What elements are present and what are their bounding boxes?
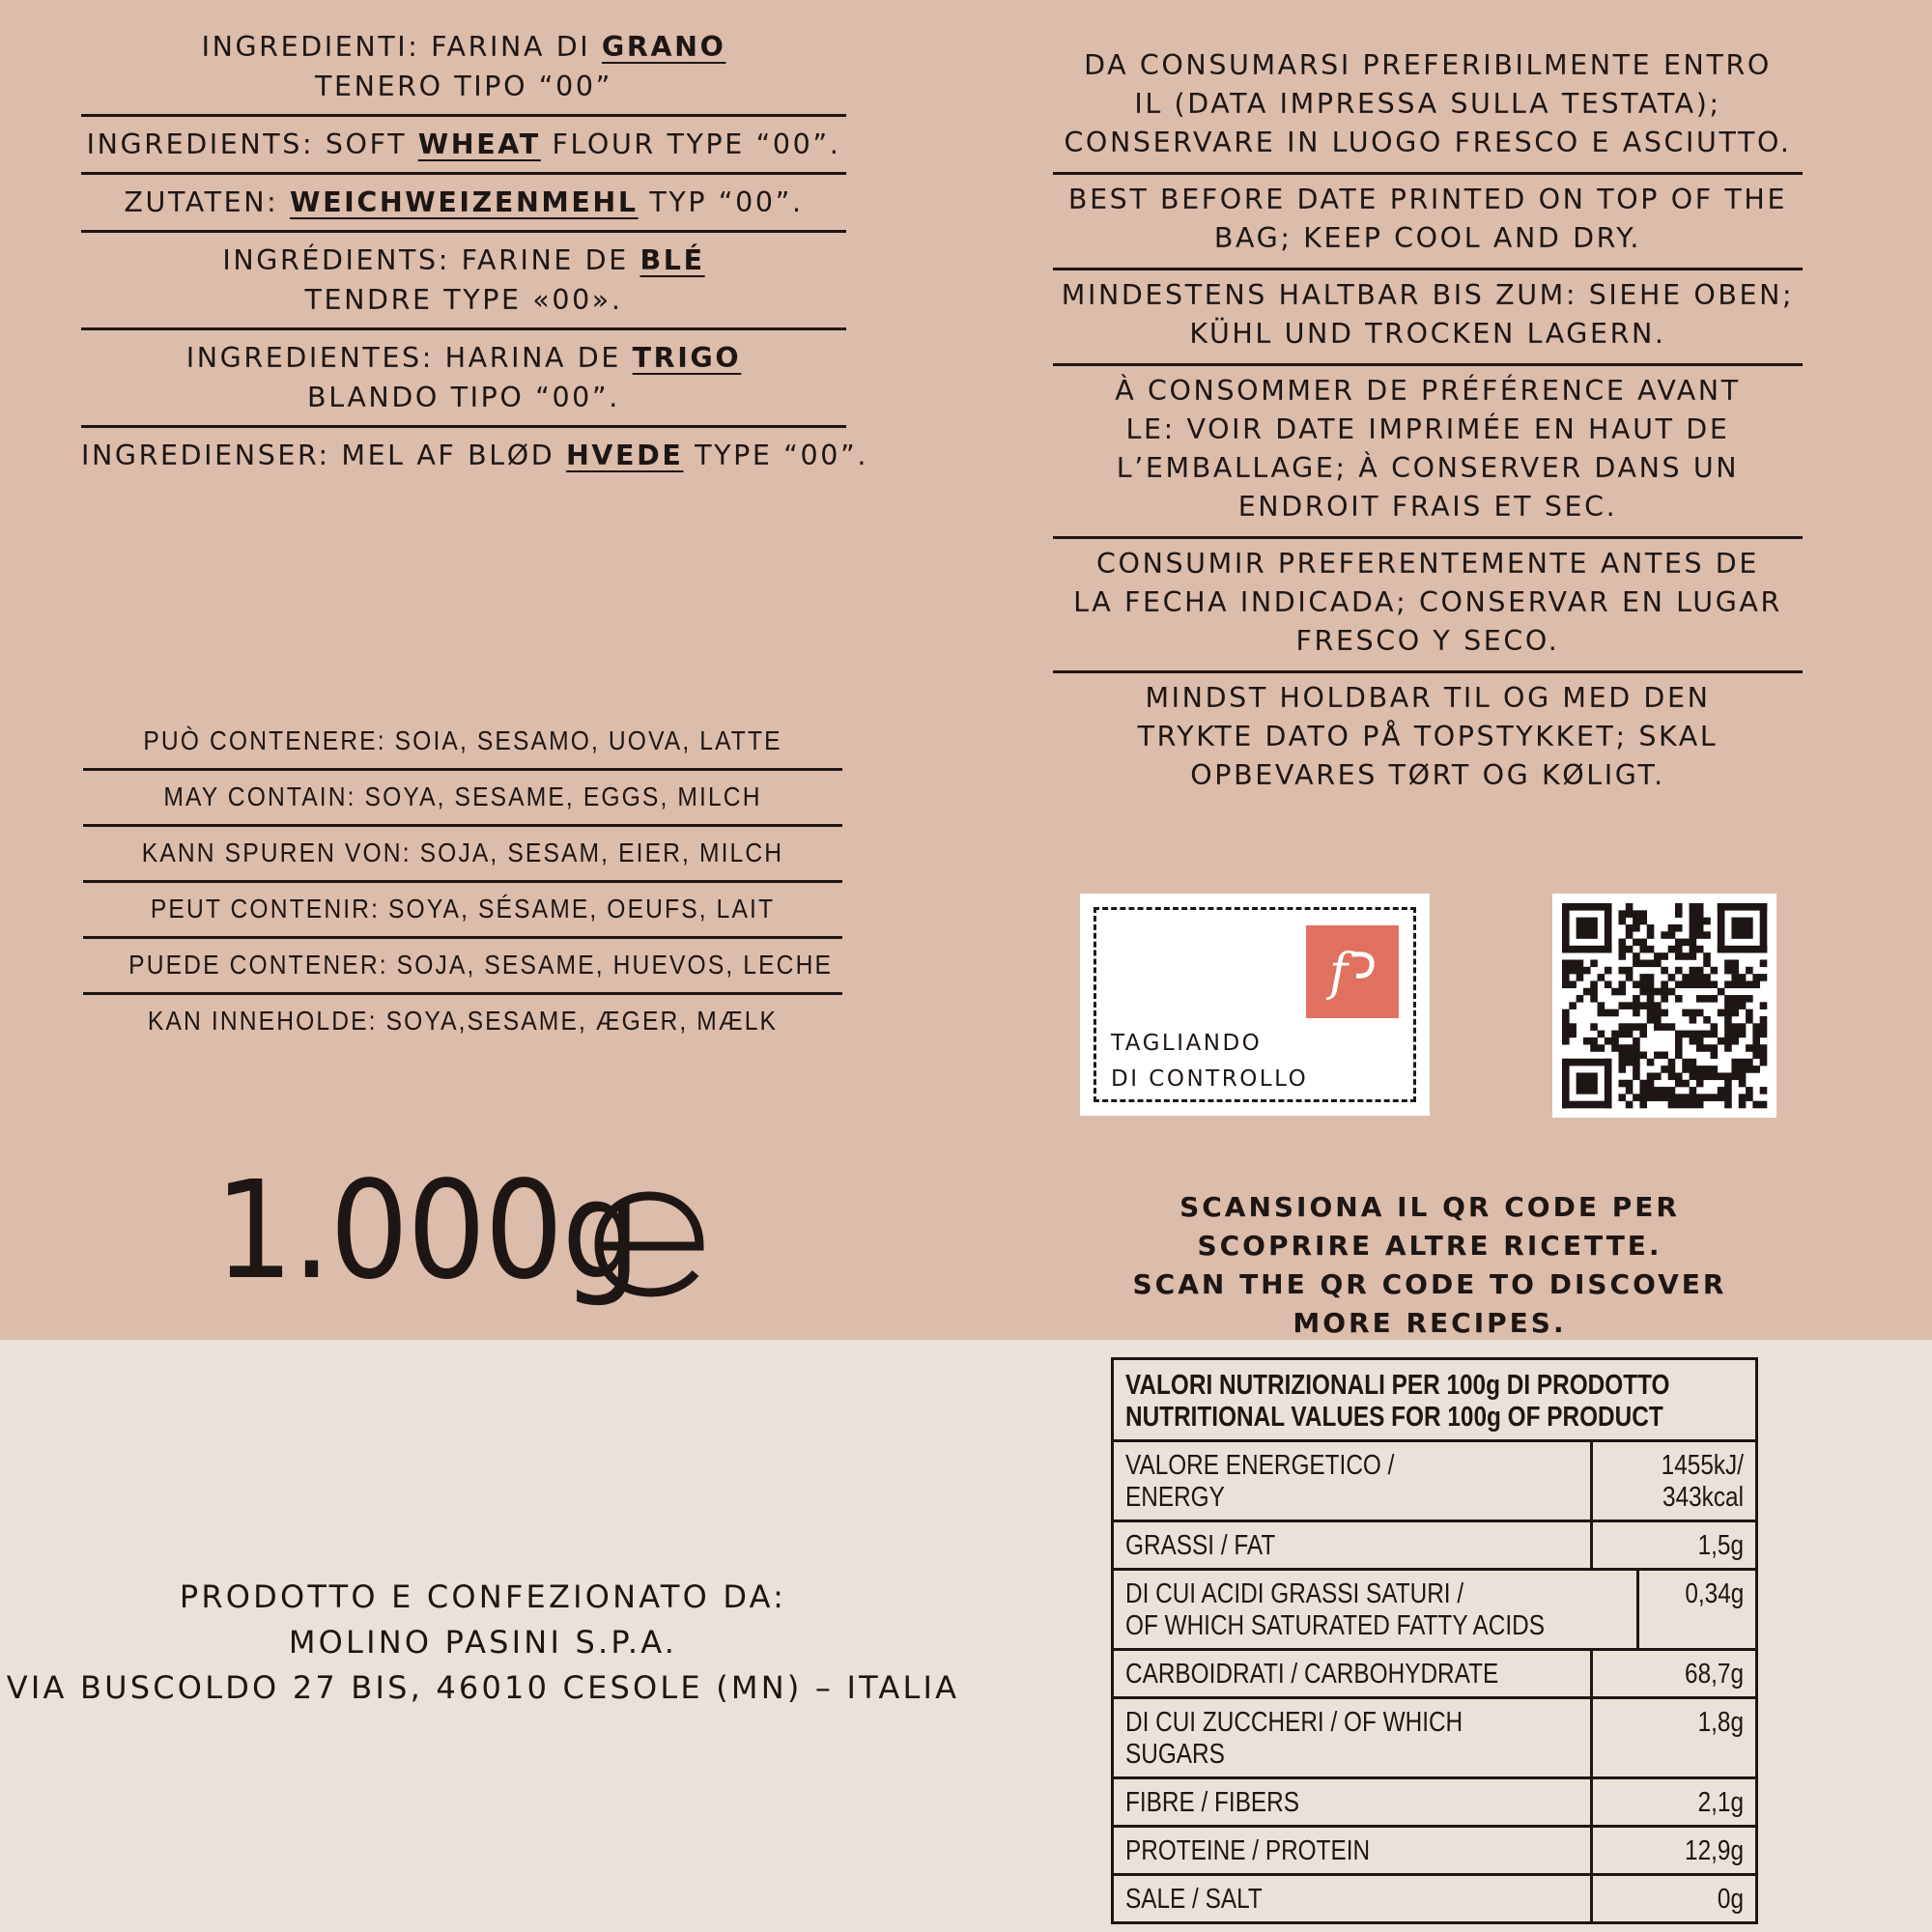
ingredient-text: TYP “00”. (638, 186, 804, 218)
scan-line: SCAN THE QR CODE TO DISCOVER (1132, 1268, 1727, 1300)
nutrition-table-header (1114, 1360, 1755, 1442)
nutrition-label-line: SALE / SALT (1125, 1884, 1263, 1915)
ingredient-allergen: WEICHWEIZENMEHL (290, 186, 639, 218)
nutrition-label-line: SUGARS (1125, 1739, 1225, 1770)
nutrition-header-line: NUTRITIONAL VALUES FOR 100g OF PRODUCT (1125, 1402, 1663, 1433)
ingredient-text: TYPE “00”. (683, 440, 869, 471)
ingredient-line (81, 183, 846, 222)
best-before-line: IL (DATA IMPRESSA SULLA TESTATA); (1134, 88, 1721, 120)
ingredient-text: INGREDIENTES: HARINA DE (185, 342, 633, 374)
nutrition-label-line: FIBRE / FIBERS (1125, 1787, 1300, 1818)
ingredient-line (81, 338, 846, 378)
allergen-text: PUEDE CONTENER: SOJA, SESAME, HUEVOS, LECHE (128, 950, 834, 980)
ingredient-text: INGREDIENSER: MEL AF BLØD (81, 440, 566, 471)
allergen-text: MAY CONTAIN: SOYA, SESAME, EGGS, MILCH (163, 781, 762, 811)
allergen-list (83, 715, 842, 1048)
allergen-text: KAN INNEHOLDE: SOYA,SESAME, ÆGER, MÆLK (147, 1006, 779, 1036)
nutrition-value-line: 68,7g (1685, 1659, 1744, 1690)
control-tag-text (1111, 1026, 1308, 1097)
nutrition-row (1114, 1571, 1755, 1651)
brand-logo-icon (1306, 925, 1399, 1018)
nutrition-value (1593, 1699, 1755, 1776)
nutrition-value (1593, 1651, 1755, 1696)
best-before-line: LE: VOIR DATE IMPRIMÉE EN HAUT DE (1125, 413, 1730, 445)
address-line: MOLINO PASINI S.P.A. (288, 1624, 678, 1661)
ingredient-row (81, 21, 846, 117)
allergen-row (83, 883, 842, 939)
nutrition-label-line: CARBOIDRATI / CARBOHYDRATE (1125, 1659, 1499, 1690)
nutrition-header-line: VALORI NUTRIZIONALI PER 100g DI PRODOTTO (1125, 1370, 1670, 1401)
ingredient-line (81, 125, 846, 164)
nutrition-label (1114, 1699, 1593, 1776)
net-weight: 1.000g (214, 1152, 639, 1310)
best-before-line: ENDROIT FRAIS ET SEC. (1237, 491, 1618, 523)
best-before-row (1053, 175, 1803, 270)
nutrition-label (1114, 1522, 1593, 1568)
allergen-row (83, 995, 842, 1048)
nutrition-table (1111, 1357, 1758, 1924)
best-before-line: À CONSOMMER DE PRÉFÉRENCE AVANT (1115, 375, 1741, 407)
ingredient-row (81, 330, 846, 428)
ingredient-line: TENDRE TYPE «00». (304, 284, 623, 316)
ingredient-allergen: BLÉ (639, 244, 705, 276)
nutrition-row (1114, 1699, 1755, 1779)
allergen-row (83, 827, 842, 883)
ingredient-line: TENERO TIPO “00” (315, 71, 612, 102)
best-before-list (1053, 41, 1803, 805)
ingredient-text: INGRÉDIENTS: FARINE DE (222, 244, 640, 276)
best-before-line: MINDST HOLDBAR TIL OG MED DEN (1145, 682, 1711, 714)
nutrition-label (1114, 1828, 1593, 1873)
ingredient-text: FLOUR TYPE “00”. (540, 128, 841, 160)
scan-qr-text (1092, 1188, 1768, 1343)
best-before-line: TRYKTE DATO PÅ TOPSTYKKET; SKAL (1137, 721, 1719, 753)
nutrition-value-line: 0,34g (1685, 1578, 1744, 1609)
nutrition-value-line: 343kcal (1662, 1482, 1744, 1513)
allergen-text: PEUT CONTENIR: SOYA, SÉSAME, OEUFS, LAIT (150, 894, 776, 923)
scan-line: SCOPRIRE ALTRE RICETTE. (1197, 1230, 1662, 1262)
ingredient-row (81, 428, 869, 483)
allergen-text: PUÒ CONTENERE: SOIA, SESAMO, UOVA, LATTE (143, 725, 782, 755)
allergen-row (83, 939, 842, 995)
nutrition-row (1114, 1876, 1755, 1921)
best-before-line: CONSERVARE IN LUOGO FRESCO E ASCIUTTO. (1064, 127, 1792, 158)
allergen-text: KANN SPUREN VON: SOJA, SESAM, EIER, MILCH (141, 838, 784, 867)
nutrition-label-line: ENERGY (1125, 1482, 1225, 1513)
best-before-line: OPBEVARES TØRT OG KØLIGT. (1190, 759, 1665, 791)
nutrition-value-line: 12,9g (1685, 1835, 1744, 1866)
best-before-line: BAG; KEEP COOL AND DRY. (1213, 222, 1642, 254)
nutrition-row (1114, 1522, 1755, 1571)
scan-line: MORE RECIPES. (1293, 1307, 1567, 1339)
control-tag-line1: TAGLIANDO (1111, 1031, 1263, 1056)
nutrition-value-line: 1,8g (1697, 1707, 1744, 1738)
nutrition-value-line: 2,1g (1697, 1787, 1744, 1818)
nutrition-value-line: 1,5g (1697, 1530, 1744, 1561)
producer-address (0, 1575, 966, 1711)
best-before-row (1053, 366, 1803, 539)
address-line: VIA BUSCOLDO 27 BIS, 46010 CESOLE (MN) – ITALIA (6, 1669, 960, 1706)
address-line: PRODOTTO E CONFEZIONATO DA: (179, 1578, 787, 1615)
svg-text:f: f (1329, 944, 1349, 1002)
best-before-line: BEST BEFORE DATE PRINTED ON TOP OF THE (1067, 184, 1788, 215)
best-before-line: CONSUMIR PREFERENTEMENTE ANTES DE (1096, 548, 1759, 580)
nutrition-label (1114, 1651, 1593, 1696)
nutrition-label (1114, 1571, 1639, 1648)
best-before-row (1053, 41, 1803, 175)
nutrition-label-line: DI CUI ZUCCHERI / OF WHICH (1125, 1707, 1463, 1738)
nutrition-value (1593, 1442, 1755, 1520)
nutrition-value (1593, 1876, 1755, 1921)
ingredient-text: INGREDIENTI: FARINA DI (201, 31, 602, 63)
nutrition-label-line: OF WHICH SATURATED FATTY ACIDS (1125, 1610, 1546, 1641)
ingredient-text: ZUTATEN: (124, 186, 291, 218)
best-before-line: FRESCO Y SECO. (1295, 625, 1560, 657)
ingredient-allergen: GRANO (601, 31, 726, 63)
best-before-row (1053, 270, 1803, 366)
allergen-row (83, 715, 842, 771)
nutrition-label-line: PROTEINE / PROTEIN (1125, 1835, 1371, 1866)
best-before-line: L’EMBALLAGE; À CONSERVER DANS UN (1116, 452, 1740, 484)
nutrition-value (1593, 1828, 1755, 1873)
ingredient-line (81, 27, 846, 67)
nutrition-label-line: DI CUI ACIDI GRASSI SATURI / (1125, 1578, 1464, 1609)
best-before-row (1053, 673, 1803, 805)
ingredient-row (81, 175, 846, 233)
nutrition-row (1114, 1779, 1755, 1828)
nutrition-label-line: GRASSI / FAT (1125, 1530, 1276, 1561)
ingredient-text: INGREDIENTS: SOFT (86, 128, 418, 160)
best-before-line: MINDESTENS HALTBAR BIS ZUM: SIEHE OBEN; (1061, 279, 1795, 311)
ingredient-allergen: WHEAT (417, 128, 541, 160)
nutrition-value (1593, 1779, 1755, 1825)
nutrition-row (1114, 1442, 1755, 1522)
nutrition-value-line: 0g (1717, 1884, 1744, 1915)
allergen-row (83, 771, 842, 827)
scan-line: SCANSIONA IL QR CODE PER (1179, 1191, 1680, 1223)
best-before-line: DA CONSUMARSI PREFERIBILMENTE ENTRO (1084, 49, 1772, 81)
nutrition-value (1593, 1522, 1755, 1568)
ingredients-list (81, 21, 869, 483)
ingredient-row (81, 233, 846, 330)
nutrition-label-line: VALORE ENERGETICO / (1125, 1450, 1395, 1481)
nutrition-value-line: 1455kJ/ (1661, 1450, 1744, 1481)
ingredient-row (81, 117, 846, 175)
nutrition-row (1114, 1828, 1755, 1876)
nutrition-value (1639, 1571, 1755, 1648)
nutrition-label (1114, 1779, 1593, 1825)
best-before-line: KÜHL UND TROCKEN LAGERN. (1189, 318, 1666, 350)
ingredient-allergen: TRIGO (632, 342, 742, 374)
best-before-row (1053, 539, 1803, 673)
control-tag-line2: DI CONTROLLO (1111, 1066, 1309, 1092)
ingredient-line: BLANDO TIPO “00”. (307, 382, 620, 413)
estimated-e-icon (591, 1186, 707, 1302)
ingredient-line (81, 436, 869, 475)
nutrition-label (1114, 1876, 1593, 1921)
nutrition-row (1114, 1651, 1755, 1699)
best-before-line: LA FECHA INDICADA; CONSERVAR EN LUGAR (1073, 586, 1782, 618)
ingredient-line (81, 241, 846, 280)
qr-code[interactable] (1552, 894, 1776, 1118)
nutrition-label (1114, 1442, 1593, 1520)
ingredient-allergen: HVEDE (565, 440, 684, 471)
